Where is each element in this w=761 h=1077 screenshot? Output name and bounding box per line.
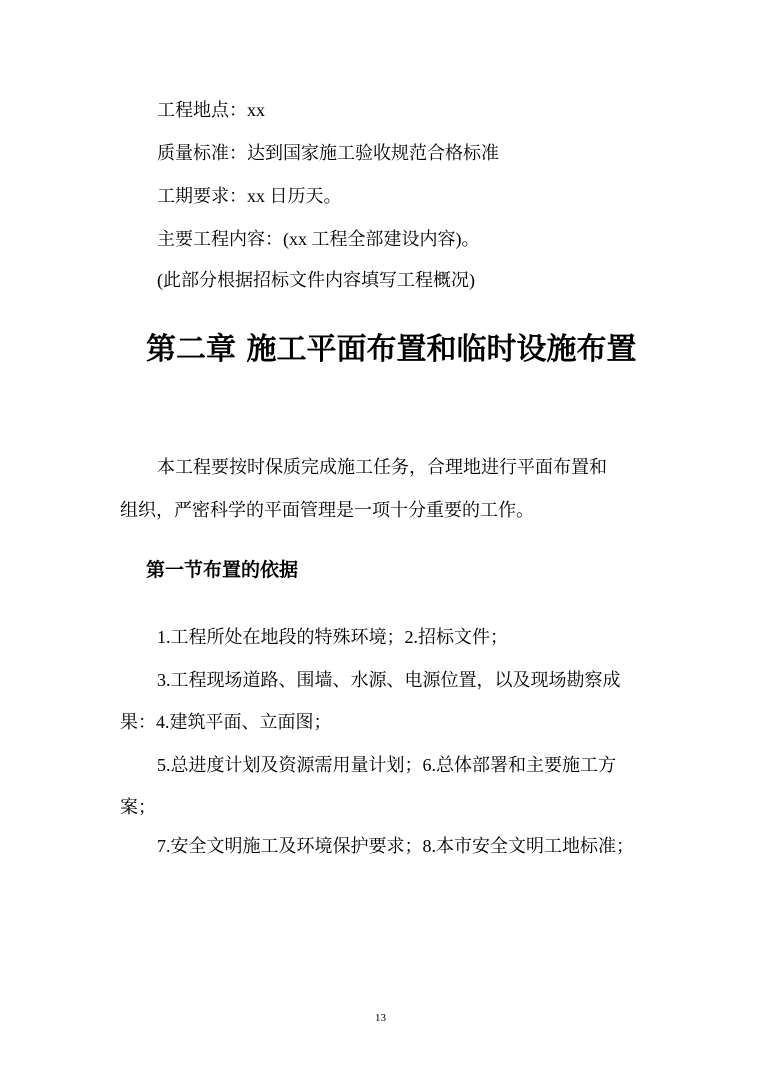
basis-line-4: 5.总进度计划及资源需用量计划；6.总体部署和主要施工方 xyxy=(157,755,616,775)
basis-line-2: 3.工程现场道路、围墙、水源、电源位置，以及现场勘察成 xyxy=(157,670,621,690)
basis-line-1: 1.工程所处在地段的特殊环境；2.招标文件； xyxy=(157,627,508,647)
intro-line-2: 组织，严密科学的平面管理是一项十分重要的工作。 xyxy=(120,500,534,520)
overview-note: (此部分根据招标文件内容填写工程概况) xyxy=(157,270,475,290)
basis-line-6: 7.安全文明施工及环境保护要求；8.本市安全文明工地标准； xyxy=(157,836,634,856)
overview-quality: 质量标准：达到国家施工验收规范合格标准 xyxy=(157,143,499,163)
overview-duration: 工期要求：xx 日历天。 xyxy=(157,186,342,206)
overview-content: 主要工程内容：(xx 工程全部建设内容)。 xyxy=(157,229,480,249)
overview-location: 工程地点：xx xyxy=(157,100,265,120)
basis-line-3: 果：4.建筑平面、立面图； xyxy=(120,712,332,732)
section-title: 第一节布置的依据 xyxy=(146,559,299,581)
page-number: 13 xyxy=(375,1012,386,1024)
chapter-title: 第二章 施工平面布置和临时设施布置 xyxy=(146,332,637,367)
intro-line-1: 本工程要按时保质完成施工任务，合理地进行平面布置和 xyxy=(157,457,607,477)
basis-line-5: 案； xyxy=(120,797,156,817)
